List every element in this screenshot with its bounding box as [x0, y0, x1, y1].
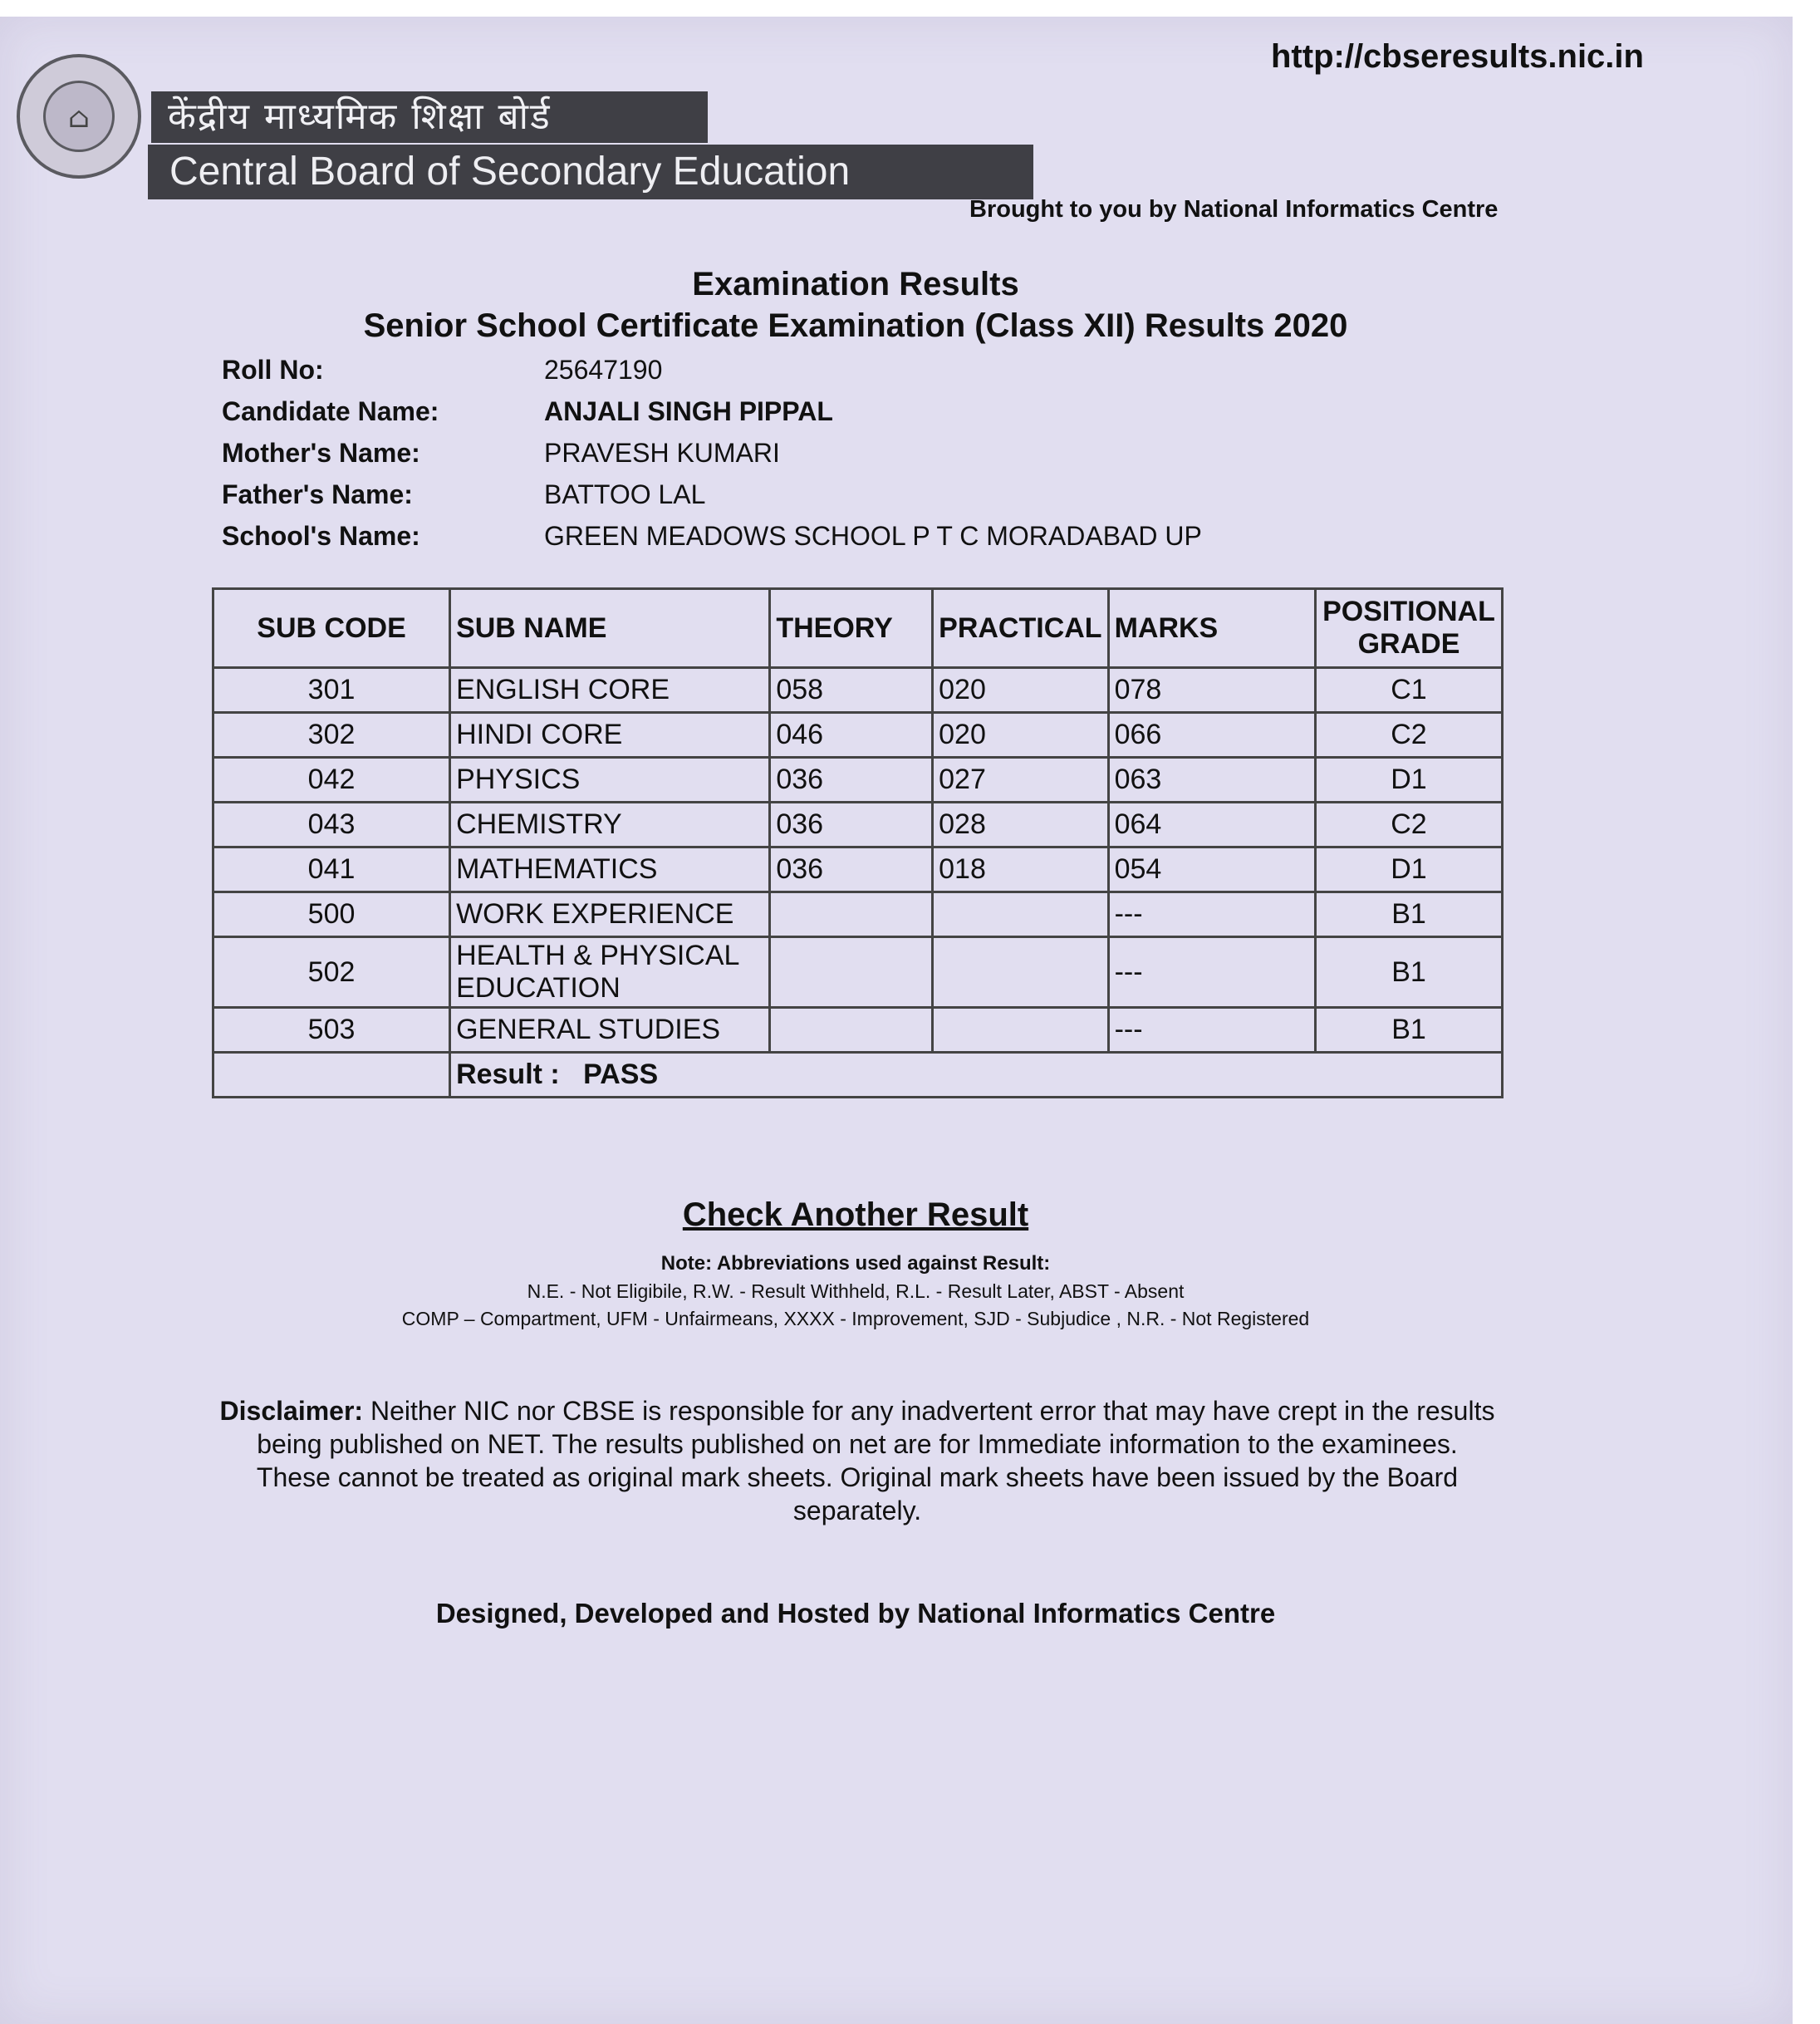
cell-practical: [933, 1008, 1108, 1053]
roll-label: Roll No:: [222, 355, 324, 385]
cell-name: PHYSICS: [450, 758, 770, 803]
check-another-result-link[interactable]: Check Another Result: [682, 1196, 1029, 1233]
cell-practical: [933, 937, 1108, 1008]
cell-code: 043: [213, 803, 450, 847]
cell-name: [450, 937, 770, 1008]
marks-table: [212, 587, 1504, 1098]
header-marks: MARKS: [1108, 589, 1315, 668]
cell-grade: B1: [1315, 937, 1502, 1008]
table-row: [213, 937, 1503, 1008]
mother-name-label: Mother's Name:: [222, 438, 420, 468]
cell-practical: 020: [933, 713, 1108, 758]
cell-marks: 066: [1108, 713, 1315, 758]
candidate-name-value: ANJALI SINGH PIPPAL: [544, 396, 833, 426]
cell-marks: ---: [1108, 892, 1315, 937]
cell-code: 301: [213, 668, 450, 713]
header-sub-name: SUB NAME: [450, 589, 770, 668]
cell-marks: 054: [1108, 847, 1315, 892]
cell-name: GENERAL STUDIES: [450, 1008, 770, 1053]
cell-practical: 020: [933, 668, 1108, 713]
table-row: [213, 668, 1503, 713]
school-name-label: School's Name:: [222, 521, 420, 551]
cell-name: CHEMISTRY: [450, 803, 770, 847]
cell-theory: [770, 1008, 933, 1053]
table-row: [213, 847, 1503, 892]
provider-text: Brought to you by National Informatics Centre: [969, 196, 1499, 223]
note-line-2: COMP – Compartment, UFM - Unfairmeans, XXXX - Improvement, SJD - Subjudice , N.R. - Not Registered: [401, 1308, 1310, 1329]
cell-grade: B1: [1315, 1008, 1502, 1053]
cell-marks: 078: [1108, 668, 1315, 713]
cell-name: HINDI CORE: [450, 713, 770, 758]
cell-grade: B1: [1315, 892, 1502, 937]
header-grade-line1: POSITIONAL: [1322, 596, 1495, 627]
father-name-value: BATTOO LAL: [544, 479, 706, 509]
candidate-name-label: Candidate Name:: [222, 396, 439, 426]
result-label: Result :: [456, 1059, 560, 1090]
cell-code: 041: [213, 847, 450, 892]
cell-marks: 063: [1108, 758, 1315, 803]
result-cell: [450, 1053, 1503, 1098]
cell-theory: 058: [770, 668, 933, 713]
cell-marks: ---: [1108, 937, 1315, 1008]
mother-name-value: PRAVESH KUMARI: [544, 438, 780, 468]
cell-marks: ---: [1108, 1008, 1315, 1053]
table-header-row: [213, 589, 1503, 668]
table-row: [213, 758, 1503, 803]
footer-credit: Designed, Developed and Hosted by National Informatics Centre: [435, 1598, 1276, 1629]
result-empty-cell: [213, 1053, 450, 1098]
disclaimer: [218, 1394, 1497, 1527]
cell-code: 042: [213, 758, 450, 803]
header-practical: PRACTICAL: [933, 589, 1108, 668]
header-theory: THEORY: [770, 589, 933, 668]
cell-name: MATHEMATICS: [450, 847, 770, 892]
cell-theory: 036: [770, 847, 933, 892]
result-value: PASS: [583, 1059, 659, 1090]
table-row: [213, 1008, 1503, 1053]
cell-name: WORK EXPERIENCE: [450, 892, 770, 937]
cbse-logo-icon: ⌂: [17, 54, 141, 179]
cell-code: 502: [213, 937, 450, 1008]
cell-marks: 064: [1108, 803, 1315, 847]
cell-code: 302: [213, 713, 450, 758]
board-name-hindi: केंद्रीय माध्यमिक शिक्षा बोर्ड: [151, 91, 708, 143]
father-name-label: Father's Name:: [222, 479, 413, 509]
cell-grade: D1: [1315, 847, 1502, 892]
school-name-value: GREEN MEADOWS SCHOOL P T C MORADABAD UP: [544, 521, 1202, 551]
cell-name: ENGLISH CORE: [450, 668, 770, 713]
result-row: [213, 1053, 1503, 1098]
exam-title: Senior School Certificate Examination (Class XII) Results 2020: [363, 307, 1348, 344]
cell-name-line2: EDUCATION: [456, 972, 621, 1004]
table-row: [213, 803, 1503, 847]
note-line-1: N.E. - Not Eligibile, R.W. - Result Withheld, R.L. - Result Later, ABST - Absent: [527, 1280, 1185, 1302]
printed-page: [0, 17, 1793, 2024]
cell-grade: C2: [1315, 803, 1502, 847]
header-sub-code: SUB CODE: [213, 589, 450, 668]
page-title: Examination Results: [692, 266, 1019, 302]
cell-practical: 018: [933, 847, 1108, 892]
header-positional-grade: [1315, 589, 1502, 668]
cell-grade: D1: [1315, 758, 1502, 803]
table-row: [213, 713, 1503, 758]
cell-theory: 036: [770, 803, 933, 847]
note-heading: Note: Abbreviations used against Result:: [660, 1252, 1051, 1275]
disclaimer-text: Neither NIC nor CBSE is responsible for any inadvertent error that may have crept in the results being published on NET. The results published on net are for Immediate information to the examinees. These cannot be treated as original mark sheets. Original mark sheets have been issued by the Board separately.: [256, 1396, 1495, 1525]
cell-theory: 036: [770, 758, 933, 803]
cell-theory: [770, 892, 933, 937]
cell-practical: 028: [933, 803, 1108, 847]
roll-value: 25647190: [544, 355, 663, 385]
board-name-english: Central Board of Secondary Education: [148, 145, 1033, 199]
cell-code: 500: [213, 892, 450, 937]
disclaimer-label: Disclaimer:: [219, 1396, 364, 1426]
cell-theory: [770, 937, 933, 1008]
cell-practical: 027: [933, 758, 1108, 803]
cell-code: 503: [213, 1008, 450, 1053]
table-row: [213, 892, 1503, 937]
cell-theory: 046: [770, 713, 933, 758]
cell-grade: C2: [1315, 713, 1502, 758]
site-url[interactable]: http://cbseresults.nic.in: [1271, 38, 1644, 75]
cell-practical: [933, 892, 1108, 937]
cell-grade: C1: [1315, 668, 1502, 713]
header-grade-line2: GRADE: [1357, 628, 1460, 660]
cell-name-line1: HEALTH & PHYSICAL: [456, 940, 740, 971]
